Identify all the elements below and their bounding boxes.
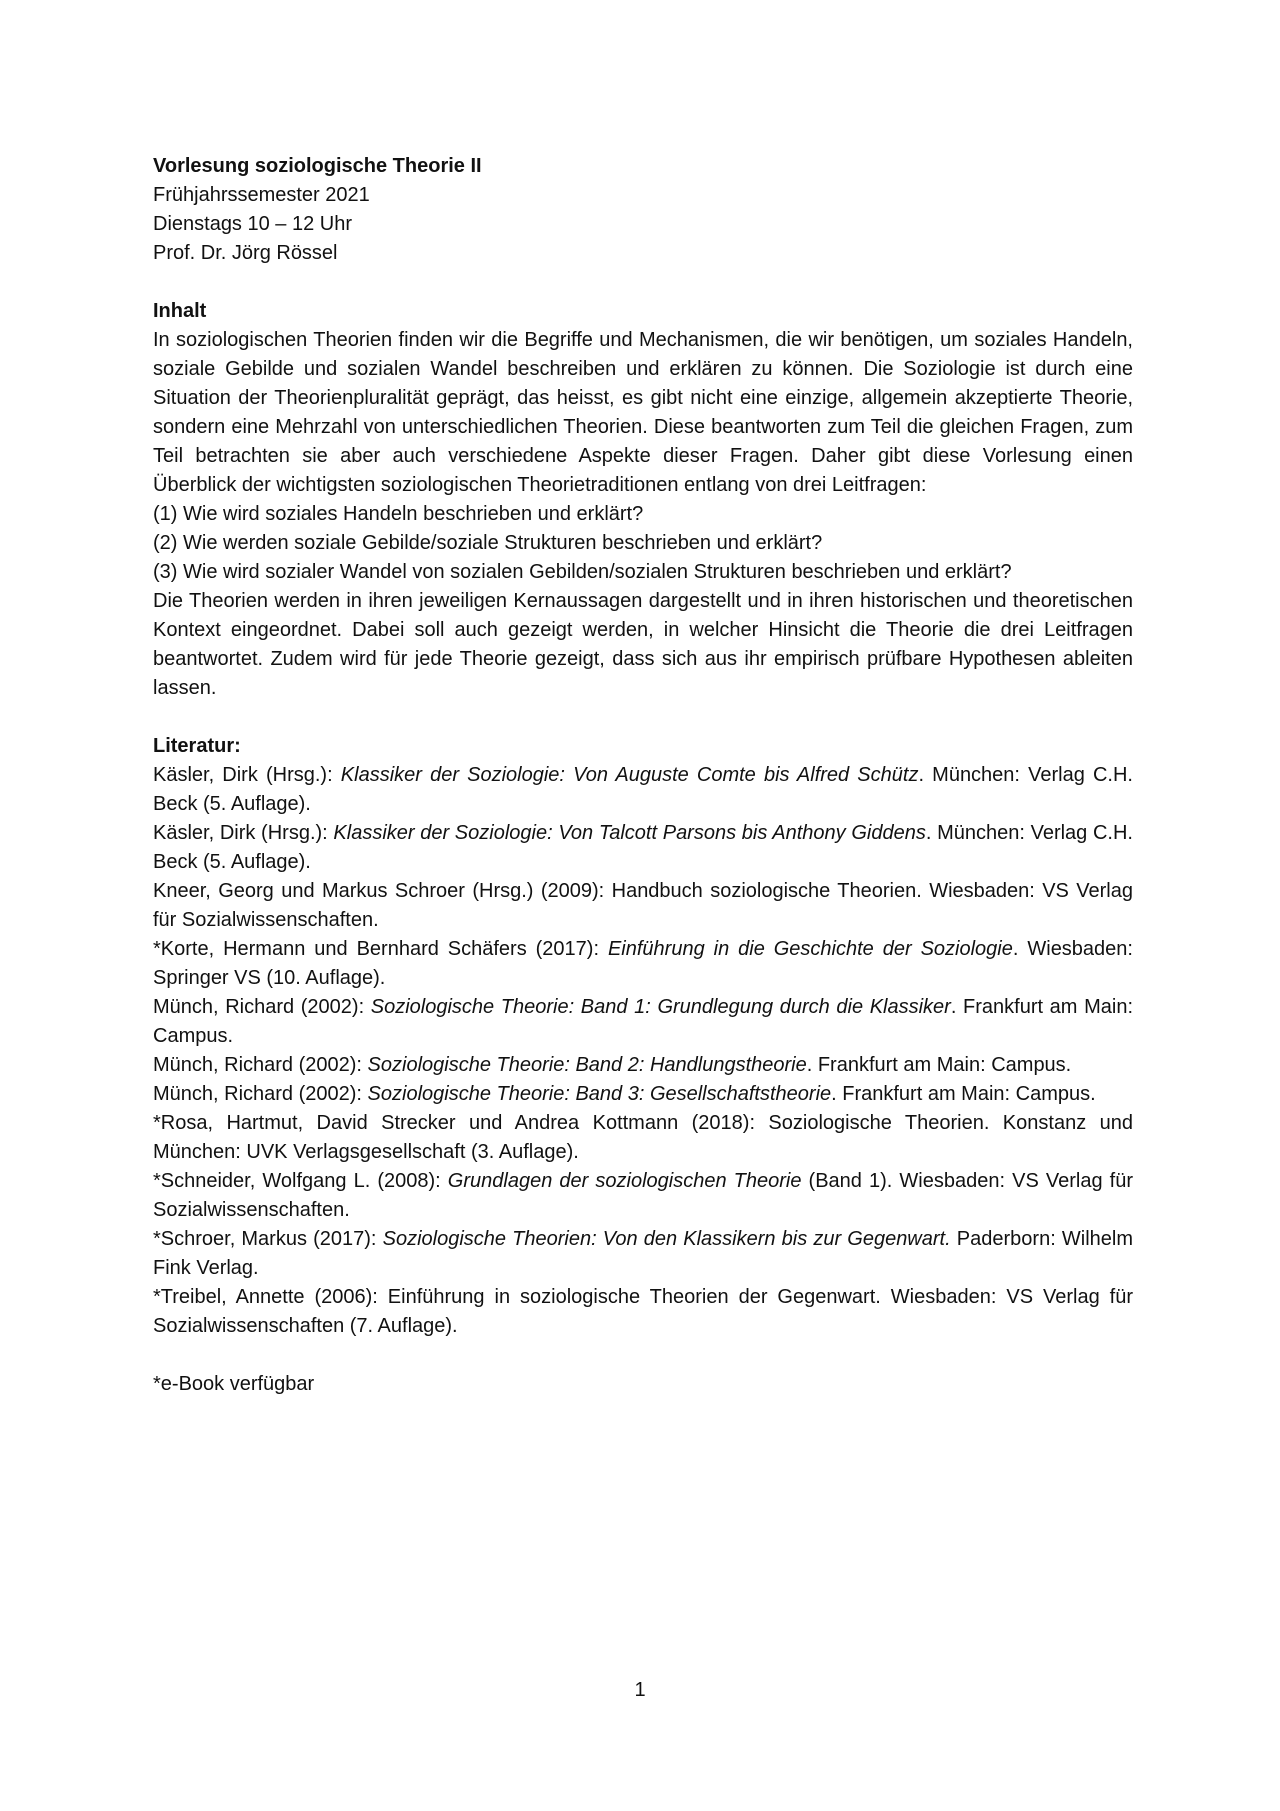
literature-heading: Literatur:: [153, 735, 241, 757]
spacer: [153, 703, 1133, 732]
page-number: 1: [634, 1679, 646, 1701]
content-outro: Die Theorien werden in ihren jeweiligen Kernaussagen dargestellt und in ihren historischen und theoretischen Kontext eingeordnet. Dabei soll auch gezeigt werden, in welcher Hinsicht die Theorie die drei Leitfragen beantwortet. Zudem wird für jede Theorie gezeigt, dass sich aus ihr empirisch prüfbare Hypothesen ableiten lassen.: [153, 590, 1133, 699]
literature-entry: Münch, Richard (2002): Soziologische Theorie: Band 3: Gesellschaftstheorie. Frankfurt am Main: Campus.: [153, 1083, 1096, 1105]
literature-entry: *Schneider, Wolfgang L. (2008): Grundlagen der soziologischen Theorie (Band 1). Wiesbaden: VS Verlag für Sozialwissenschaften.: [153, 1170, 1133, 1221]
spacer: [153, 1341, 1133, 1370]
literature-entry: *Rosa, Hartmut, David Strecker und Andrea Kottmann (2018): Soziologische Theorien. Konstanz und München: UVK Verlagsgesellschaft (3. Auflage).: [153, 1112, 1133, 1163]
literature-entry: *Korte, Hermann und Bernhard Schäfers (2017): Einführung in die Geschichte der Soziologie. Wiesbaden: Springer VS (10. Auflage).: [153, 938, 1133, 989]
guiding-question-1: (1) Wie wird soziales Handeln beschrieben und erklärt?: [153, 503, 644, 525]
schedule: Dienstags 10 – 12 Uhr: [153, 213, 353, 235]
document-page: [153, 152, 1133, 1399]
literature-entry: Kneer, Georg und Markus Schroer (Hrsg.) (2009): Handbuch soziologische Theorien. Wiesbaden: VS Verlag für Sozialwissenschaften.: [153, 880, 1133, 931]
literature-entry: Münch, Richard (2002): Soziologische Theorie: Band 1: Grundlegung durch die Klassiker. Frankfurt am Main: Campus.: [153, 996, 1133, 1047]
literature-entry: Käsler, Dirk (Hrsg.): Klassiker der Soziologie: Von Talcott Parsons bis Anthony Giddens. München: Verlag C.H. Beck (5. Auflage).: [153, 822, 1133, 873]
content-heading: Inhalt: [153, 300, 207, 322]
literature-entry: *Schroer, Markus (2017): Soziologische Theorien: Von den Klassikern bis zur Gegenwart. Paderborn: Wilhelm Fink Verlag.: [153, 1228, 1133, 1279]
ebook-footnote: *e-Book verfügbar: [153, 1373, 315, 1395]
semester: Frühjahrssemester 2021: [153, 184, 370, 206]
literature-entry: Käsler, Dirk (Hrsg.): Klassiker der Soziologie: Von Auguste Comte bis Alfred Schütz. München: Verlag C.H. Beck (5. Auflage).: [153, 764, 1133, 815]
literature-list: [153, 761, 1133, 1341]
guiding-question-3: (3) Wie wird sozialer Wandel von sozialen Gebilden/sozialen Strukturen beschrieben und erklärt?: [153, 561, 1012, 583]
literature-entry: Münch, Richard (2002): Soziologische Theorie: Band 2: Handlungstheorie. Frankfurt am Main: Campus.: [153, 1054, 1072, 1076]
spacer: [153, 268, 1133, 297]
lecturer: Prof. Dr. Jörg Rössel: [153, 242, 338, 264]
content-intro: In soziologischen Theorien finden wir die Begriffe und Mechanismen, die wir benötigen, um soziales Handeln, soziale Gebilde und sozialen Wandel beschreiben und erklären zu können. Die Soziologie ist durch eine Situation der Theorienpluralität geprägt, das heisst, es gibt nicht eine einzige, allgemein akzeptierte Theorie, sondern eine Mehrzahl von unterschiedlichen Theorien. Diese beantworten zum Teil die gleichen Fragen, zum Teil betrachten sie aber auch verschiedene Aspekte dieser Fragen. Daher gibt diese Vorlesung einen Überblick der wichtigsten soziologischen Theorietraditionen entlang von drei Leitfragen:: [153, 329, 1133, 496]
course-title: Vorlesung soziologische Theorie II: [153, 155, 482, 177]
guiding-question-2: (2) Wie werden soziale Gebilde/soziale Strukturen beschrieben und erklärt?: [153, 532, 823, 554]
literature-entry: *Treibel, Annette (2006): Einführung in soziologische Theorien der Gegenwart. Wiesbaden: VS Verlag für Sozialwissenschaften (7. Auflage).: [153, 1286, 1133, 1337]
